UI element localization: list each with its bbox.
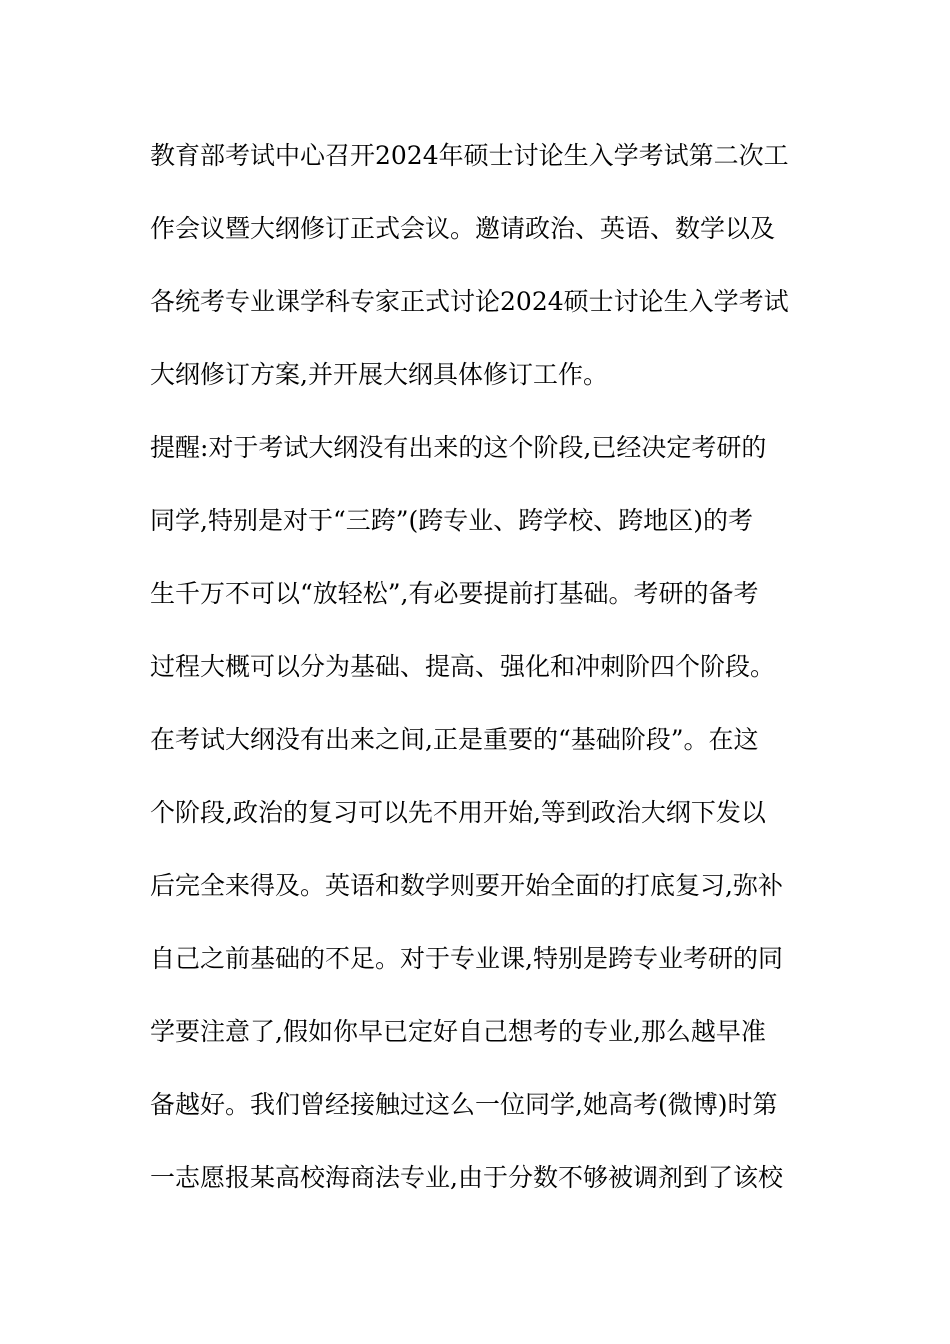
text-line-3: 各统考专业课学科专家正式讨论2024硕士讨论生入学考试 bbox=[150, 287, 789, 316]
text-line-8: 过程大概可以分为基础、提高、强化和冲刺阶四个阶段。 bbox=[150, 652, 776, 681]
text-line-5: 提醒:对于考试大纲没有出来的这个阶段,已经决定考研的 bbox=[150, 433, 767, 462]
text-line-14: 备越好。我们曾经接触过这么一位同学,她高考(微博)时第 bbox=[150, 1090, 778, 1119]
text-line-13: 学要注意了,假如你早已定好自己想考的专业,那么越早准 bbox=[150, 1017, 766, 1046]
text-line-15: 一志愿报某高校海商法专业,由于分数不够被调剂到了该校 bbox=[150, 1163, 783, 1192]
text-line-4: 大纲修订方案,并开展大纲具体修订工作。 bbox=[150, 360, 608, 389]
text-line-10: 个阶段,政治的复习可以先不用开始,等到政治大纲下发以 bbox=[150, 798, 766, 827]
body-text bbox=[150, 126, 810, 1221]
text-line-2: 作会议暨大纲修订正式会议。邀请政治、英语、数学以及 bbox=[150, 214, 776, 243]
text-line-12: 自己之前基础的不足。对于专业课,特别是跨专业考研的同 bbox=[150, 944, 783, 973]
text-line-7: 生千万不可以“放轻松”,有必要提前打基础。考研的备考 bbox=[150, 579, 759, 608]
text-line-6: 同学,特别是对于“三跨”(跨专业、跨学校、跨地区)的考 bbox=[150, 506, 754, 535]
text-line-1: 教育部考试中心召开2024年硕士讨论生入学考试第二次工 bbox=[150, 141, 789, 170]
text-line-11: 后完全来得及。英语和数学则要开始全面的打底复习,弥补 bbox=[150, 871, 783, 900]
text-line-9: 在考试大纲没有出来之间,正是重要的“基础阶段”。在这 bbox=[150, 725, 759, 754]
